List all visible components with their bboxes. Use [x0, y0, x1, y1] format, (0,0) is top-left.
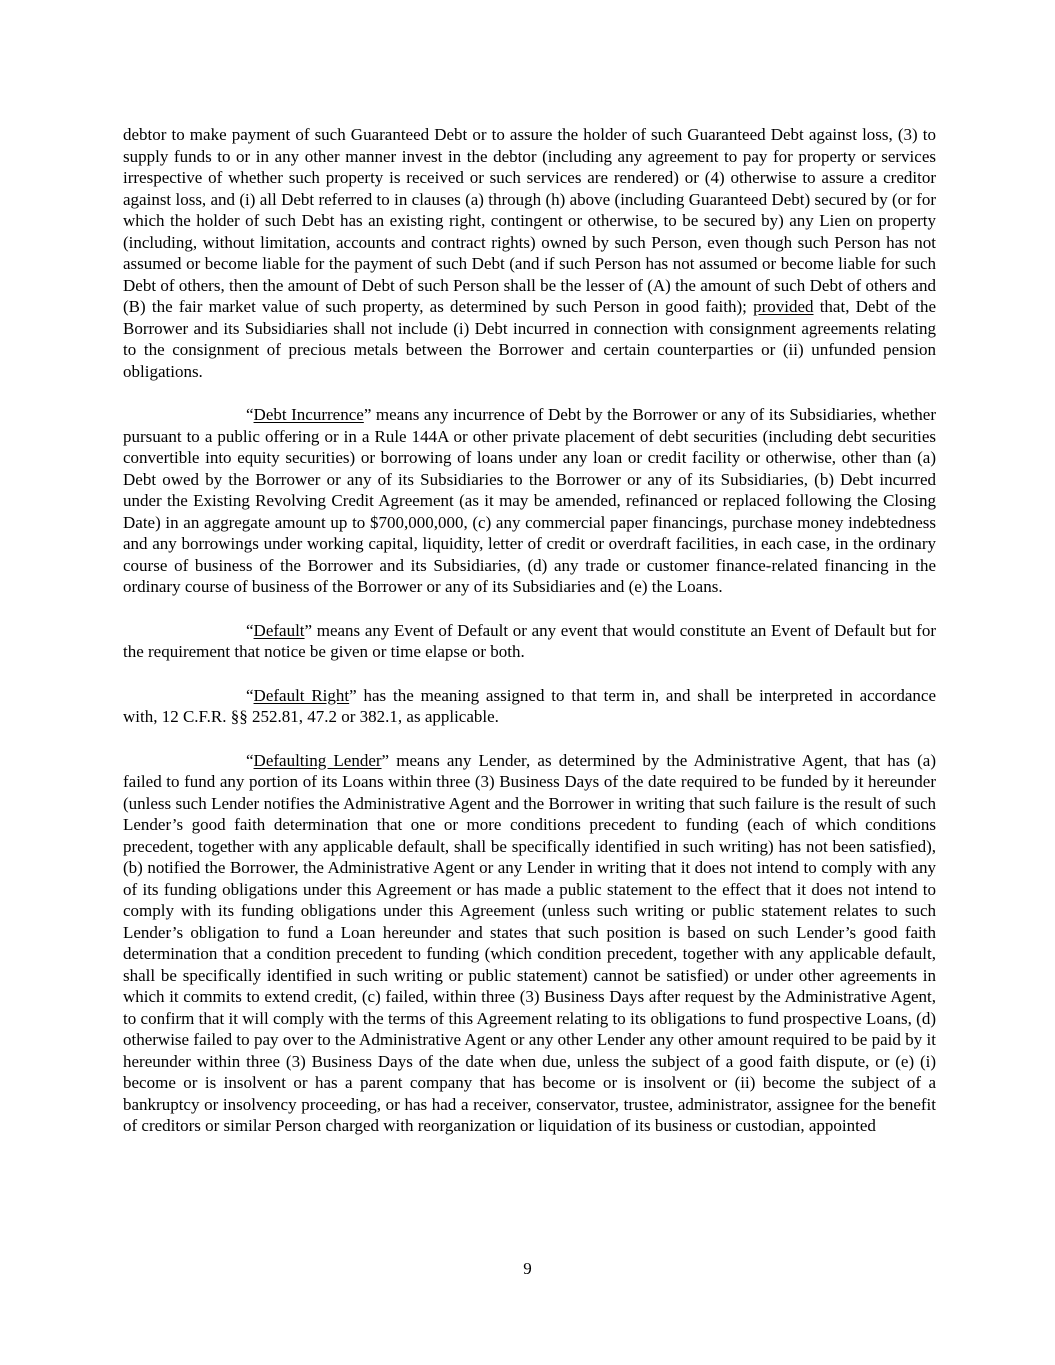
defined-term: Debt Incurrence	[253, 405, 364, 424]
paragraph-text: “	[246, 620, 254, 640]
paragraph	[123, 124, 936, 382]
defined-term: Defaulting Lender	[253, 750, 382, 770]
paragraph-text: “	[246, 750, 254, 770]
paragraph-text: ” means any Lender, as determined by the Administrative Agent, that has (a) failed to fund any portion of its Loans within three (3) Business Days of the date required to be funded by it hereunder (unless such Lender notifies the Administrative Agent and the Borrower in writing that such failure is the result of such Lender’s good faith determination that one or more conditions precedent to funding (each of which conditions precedent, together with any applicable default, shall be specifically identified in such writing) has not been satisfied), (b) notified the Borrower, the Administrative Agent or any Lender in writing that it does not intend to comply with any of its funding obligations under this Agreement or has made a public statement to the effect that it does not intend to comply with its funding obligations under this Agreement (unless such writing or public statement relates to such Lender’s obligation to fund a Loan hereunder and states that such position is based on such Lender’s good faith determination that a condition precedent to funding (which condition precedent, together with any applicable default, shall be specifically identified in such writing or public statement) cannot be satisfied) or under other agreements in which it commits to extend credit, (c) failed, within three (3) Business Days after request by the Administrative Agent, to confirm that it will comply with the terms of this Agreement relating to its obligations to fund prospective Loans, (d) otherwise failed to pay over to the Administrative Agent or any other Lender any other amount required to be paid by it hereunder within three (3) Business Days of the date when due, unless the subject of a good faith dispute, or (e) (i) become or is insolvent or has a parent company that has become or is insolvent or (ii) become the subject of a bankruptcy or insolvency proceeding, or has had a receiver, conservator, trustee, administrator, assignee for the benefit of creditors or similar Person charged with reorganization or liquidation of its business or custodian, appointed	[123, 750, 936, 1135]
paragraph	[123, 750, 936, 1137]
defined-term: Default	[253, 620, 305, 640]
page-number: 9	[523, 1259, 532, 1278]
paragraph-text: that, Debt of the Borrower and its Subsidiaries shall not include (i) Debt incurred in connection with consignment agreements relating to the consignment of precious metals between the Borrower and certain counterparties or (ii) unfunded pension obligations.	[123, 297, 937, 381]
defined-term: Default Right	[253, 685, 350, 705]
defined-term: provided	[753, 297, 814, 316]
paragraph-text: debtor to make payment of such Guaranteed Debt or to assure the holder of such Guaranteed Debt against loss, (3) to supply funds to or in any other manner invest in the debtor (including any agreement to pay for property or services irrespective of whether such property is received or such services are rendered) or (4) otherwise to assure a creditor against loss, and (i) all Debt referred to in clauses (a) through (h) above (including Guaranteed Debt) secured by (or for which the holder of such Debt has an existing right, contingent or otherwise, to be secured by) any Lien on property (including, without limitation, accounts and contract rights) owned by such Person, even though such Person has not assumed or become liable for the payment of such Debt (and if such Person has not assumed or become liable for such Debt of others, then the amount of Debt of such Person shall be the lesser of (A) the amount of such Debt of others and (B) the fair market value of such property, as determined by such Person in good faith);	[123, 125, 936, 316]
paragraph-text: “	[246, 405, 254, 424]
paragraph-text: ” means any incurrence of Debt by the Borrower or any of its Subsidiaries, whether pursuant to a public offering or in a Rule 144A or other private placement of debt securities (including debt securities convertible into equity securities) or borrowing of loans under any loan or credit facility or otherwise, other than (a) Debt owed by the Borrower or any of its Subsidiaries to the Borrower or any of its Subsidiaries, (b) Debt incurred under the Existing Revolving Credit Agreement (as it may be amended, refinanced or replaced following the Closing Date) in an aggregate amount up to $700,000,000, (c) any commercial paper financings, purchase money indebtedness and any borrowings under working capital, liquidity, letter of credit or overdraft facilities, in each case, in the ordinary course of business of the Borrower and its Subsidiaries, (d) any trade or customer finance-related financing in the ordinary course of business of the Borrower or any of its Subsidiaries and (e) the Loans.	[123, 405, 937, 596]
document-text	[123, 124, 936, 1137]
paragraph	[123, 620, 936, 663]
paragraph	[123, 685, 936, 728]
paragraph	[123, 404, 936, 598]
paragraph-text: “	[246, 685, 254, 705]
paragraph-text: ” means any Event of Default or any event that would constitute an Event of Default but for the requirement that notice be given or time elapse or both.	[123, 620, 936, 661]
paragraph-text: ” has the meaning assigned to that term in, and shall be interpreted in accordance with, 12 C.F.R. §§ 252.81, 47.2 or 382.1, as applicable.	[123, 685, 936, 726]
